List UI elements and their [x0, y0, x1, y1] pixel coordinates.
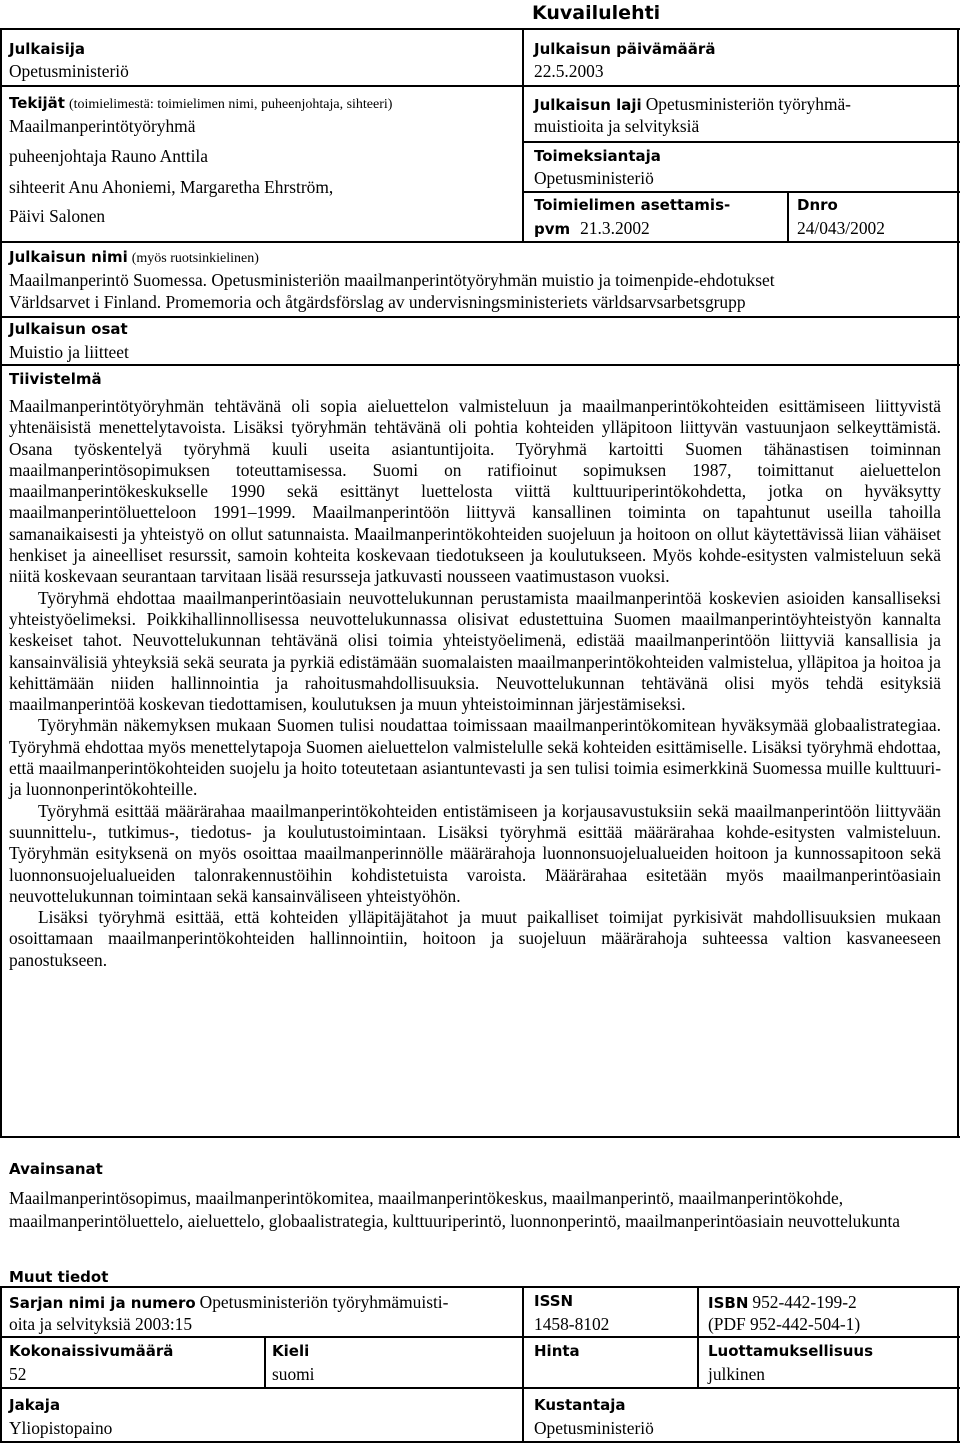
column-divider-top [522, 28, 524, 242]
date-value: 22.5.2003 [534, 61, 604, 81]
grid-row-2 [0, 1387, 960, 1389]
pubtype-value-2: muistioita ja selvityksiä [534, 116, 700, 136]
right-border [957, 28, 959, 1138]
parts-value: Muistio ja liitteet [9, 342, 129, 362]
pubname-fi: Maailmanperintö Suomessa. Opetusministeriön maailmanperintötyöryhmän muistio ja toimenpide-ehdotukset [9, 270, 775, 290]
authors-note: (toimielimestä: toimielimen nimi, puheenjohtaja, sihteeri) [68, 97, 393, 112]
pages-label: Kokonaissivumäärä [9, 1342, 174, 1360]
authors-line: sihteerit Anu Ahoniemi, Margaretha Ehrström, [9, 177, 334, 197]
summary-paragraph: Työryhmä ehdottaa maailmanperintöasiain neuvottelukunnan perustamista maailmanperintöä koskevien asioiden kansalliseksi yhteistyöelimeksi. Poikkihallinnollisessa neuvottelukunnassa olisivat edustettuina Suomen maailmanperintöyhteistyön kannalta keskeiset tahot. Neuvottelukunnan tehtävänä olisi toimia yhteistyöelimenä, edistää maailmanperintöön liittyviä kansallisia ja kansainvälisiä yhteyksiä sekä seurata ja pyrkiä edistämään suomalaisten maailmanperintökohteiden valmistelua, ylläpitoa ja hoitoa ja kehittämään niiden hallinnointia ja rahoitusmahdollisuuksia. Neuvottelukunnan tehtävänä olisi myös tehdä esityksiä maailmanperintöä koskevan tiedottamisen, koulutuksen ja muun yhteistoiminnan järjestämiseksi. [9, 587, 941, 715]
grid-bottom [0, 1441, 960, 1443]
series-value-2: oita ja selvityksiä 2003:15 [9, 1314, 193, 1334]
grid-row-1 [0, 1336, 960, 1338]
appointed-label: Toimielimen asettamis- [534, 196, 731, 214]
isbn-value: 952-442-199-2 [752, 1292, 857, 1312]
summary-paragraph: Lisäksi työryhmä esittää, että kohteiden ylläpitäjätahot ja muut paikalliset toimijat pyrkisivät mahdollisuuksien mukaan osoittamaan maailmanperintökohteiden hallinnointiin, hoitoon ja suojeluun määrärahoja suhteessa valtion kasvaneeseen panostukseen. [9, 907, 941, 970]
issn-value: 1458-8102 [534, 1314, 610, 1334]
date-label: Julkaisun päivämäärä [534, 40, 716, 58]
rule-after-name [0, 316, 960, 318]
confidentiality-label: Luottamuksellisuus [708, 1342, 874, 1360]
series-label: Sarjan nimi ja numero [9, 1294, 196, 1312]
pubtype-value: Opetusministeriön työryhmä- [645, 94, 851, 114]
appointed-label-2: pvm [534, 220, 571, 238]
distributor-label: Jakaja [9, 1396, 61, 1414]
distributor-value: Yliopistopaino [9, 1418, 113, 1438]
left-border [0, 28, 2, 1138]
rule-after-commissioner [522, 191, 960, 193]
summary-paragraph: Työryhmä esittää määrärahaa maailmanperintökohteiden entistämiseen ja korjausavustuksiin sekä maailmanperintöön liittyvään suunnittelu-, tutkimus-, tiedotus- ja koulutustoimintaan. Lisäksi työryhmä esittää määrärahaa kohde-esitysten valmisteluun. Työryhmän esityksenä on myös osoittaa maailmanperinnölle määrärahoja luonnonsuojelualueiden hoitoon ja kunnossapitoon sekä luonnonsuojelualueiden talonrakennustöihin kohdistetuista varoista. Määrärahaa esitetään myös maailmanperintöasiain neuvottelukunnan toimintaan sekä kansainväliseen yhteistyöhön. [9, 800, 941, 906]
rule-after-summary [0, 1136, 960, 1138]
series-row [9, 1292, 448, 1313]
other-info-label: Muut tiedot [9, 1268, 109, 1286]
dnro-divider [787, 191, 789, 242]
pubname-note: (myös ruotsinkielinen) [131, 251, 259, 266]
appointed-row [534, 218, 650, 239]
language-label: Kieli [272, 1342, 310, 1360]
parts-label: Julkaisun osat [9, 320, 128, 338]
publisher2-value: Opetusministeriö [534, 1418, 654, 1438]
publisher-label: Julkaisija [9, 40, 85, 58]
isbn-label: ISBN [708, 1294, 749, 1312]
rule-after-pubtype [522, 141, 960, 143]
form-title: Kuvailulehti [532, 2, 661, 24]
authors-line: Päivi Salonen [9, 206, 106, 226]
language-value: suomi [272, 1364, 315, 1384]
pubname-heading [9, 248, 259, 267]
pubtype-label: Julkaisun laji [534, 96, 642, 114]
rule-after-parts [0, 364, 960, 366]
authors-heading [9, 94, 392, 113]
price-label: Hinta [534, 1342, 580, 1360]
isbn-value-2: (PDF 952-442-504-1) [708, 1314, 861, 1334]
top-rule [0, 28, 960, 30]
dnro-value: 24/043/2002 [797, 218, 885, 238]
series-value: Opetusministeriön työryhmämuisti- [199, 1292, 449, 1312]
commissioner-value: Opetusministeriö [534, 168, 654, 188]
summary-label: Tiivistelmä [9, 370, 102, 388]
authors-label: Tekijät [9, 94, 65, 112]
rule-after-authors [0, 241, 960, 243]
issn-label: ISSN [534, 1292, 574, 1310]
isbn-row [708, 1292, 857, 1313]
summary-text [9, 396, 941, 971]
authors-line: Maailmanperintötyöryhmä [9, 116, 196, 136]
pubname-sv: Världsarvet i Finland. Promemoria och åtgärdsförslag av undervisningsministeriets världsarvsarbetsgrupp [9, 292, 746, 312]
keywords-label: Avainsanat [9, 1160, 103, 1178]
dnro-label: Dnro [797, 196, 838, 214]
commissioner-label: Toimeksiantaja [534, 147, 661, 165]
summary-paragraph: Maailmanperintötyöryhmän tehtävänä oli sopia aieluettelon valmisteluun ja maailmanperintökohteiden esittämiseen liittyvistä yhtenäisistä menettelytavoista. Lisäksi työryhmän tehtävänä oli pohtia kohteiden ylläpitoon liittyvän vastuunjaon selkeyttämistä. Osana työskentelyä työryhmä kuuli useita asiantuntijoita. Työryhmä kartoitti Suomen tähänastisen toiminnan maailmanperintösopimuksen toteuttamisessa. Suomi on ratifioinut sopimuksen 1987, toimittanut aieluettelon maailmanperintökeskukselle 1990 sekä esittänyt luettelosta viittä kulttuuriperintökohdetta, jotka on hyväksytty maailmanperintöluetteloon 1991–1999. Maailmanperintöön liittyvä kansallinen toiminta on tapahtunut useilla tahoilla samanaikaisesti ja yhteistyö on ollut satunnaista. Maailmanperintökohteiden suojeluun ja hoitoon on ollut käytettävissä liian vähäiset henkiset ja aineelliset resurssit, samoin kohteita koskevaan tiedotukseen ja koulutukseen. Myös kohde-esitysten valmisteluun sekä niitä koskevaan seurantaan tarvitaan lisää resursseja jatkuvasti nousseen vaatimustason vuoksi. [9, 396, 941, 587]
appointed-value: 21.3.2002 [580, 218, 650, 238]
keywords-value: Maailmanperintösopimus, maailmanperintökomitea, maailmanperintökeskus, maailmanperintö, maailmanperintökohde, maailmanperintöluettelo, aieluettelo, globaalistrategia, kulttuuriperintö, luonnonperintö, maailmanperintöasiain neuvottelukunta [9, 1188, 901, 1231]
grid-col-pages [264, 1336, 266, 1387]
rule-after-publisher [0, 85, 960, 87]
grid-right [957, 1286, 959, 1443]
publisher2-label: Kustantaja [534, 1396, 626, 1414]
grid-left [0, 1286, 2, 1443]
grid-top [0, 1286, 960, 1288]
pubname-label: Julkaisun nimi [9, 248, 128, 266]
publisher-value: Opetusministeriö [9, 61, 129, 81]
pages-value: 52 [9, 1364, 27, 1384]
summary-paragraph: Työryhmän näkemyksen mukaan Suomen tulisi noudattaa toimissaan maailmanperintökomitean hyväksymää globaalistrategiaa. Työryhmä ehdottaa myös menettelytapoja Suomen aieluettelon valmistelulle sekä kohteiden esittämiselle. Lisäksi työryhmä ehdottaa, että maailmanperintökohteiden suojelu ja hoito toteutetaan asiantuntevasti ja sen tulisi toimia esimerkkinä Suomessa muille kulttuuri- ja luonnonperintökohteille. [9, 715, 941, 800]
authors-line: puheenjohtaja Rauno Anttila [9, 146, 208, 166]
grid-col-mid [522, 1286, 524, 1443]
confidentiality-value: julkinen [708, 1364, 765, 1384]
pubtype-row [534, 94, 851, 115]
grid-col-right [697, 1286, 699, 1387]
